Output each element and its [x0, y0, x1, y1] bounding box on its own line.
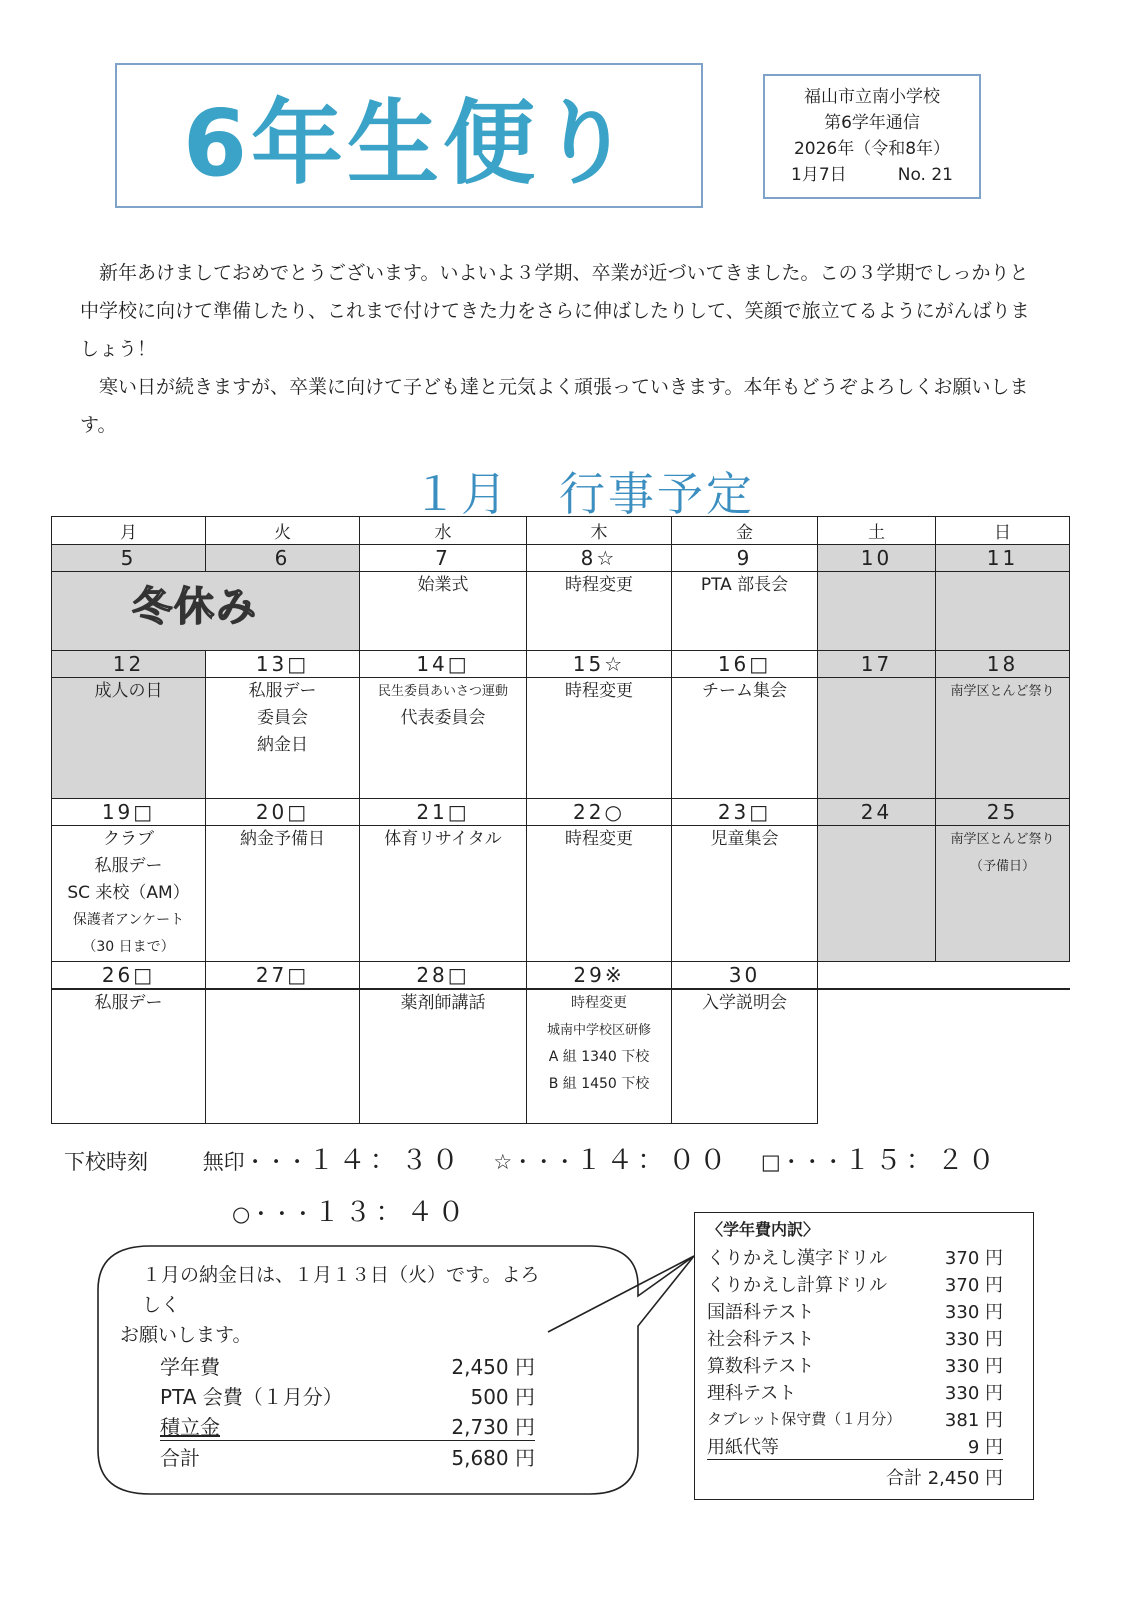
event-text: A 組 1340 下校 [548, 1049, 650, 1065]
date-cell: 15☆ [527, 651, 672, 678]
week-4-events [52, 989, 1070, 1123]
dismissal-none-time: １４：３０ [307, 1145, 463, 1176]
event-cell [818, 826, 936, 962]
event-text: 私服デー [248, 681, 317, 701]
empty-cell [936, 962, 1070, 990]
date-cell: 13□ [206, 651, 360, 678]
payment-amount: 5,680 円 [451, 1445, 535, 1470]
event-text: 成人の日 [94, 681, 163, 701]
date-cell: 12 [52, 651, 206, 678]
breakdown-total-label: 合計 [886, 1468, 922, 1489]
event-cell [206, 989, 360, 1123]
event-cell [527, 572, 672, 651]
date-cell: 26□ [52, 962, 206, 990]
calendar-title: １月 行事予定 [412, 467, 755, 521]
date-cell: 19□ [52, 799, 206, 826]
payment-row [160, 1410, 535, 1441]
event-text: 薬剤師講話 [400, 993, 486, 1013]
newsletter-title: 6年生便り [182, 89, 635, 197]
payment-message-line-2: お願いします。 [120, 1324, 252, 1346]
event-cell [936, 572, 1070, 651]
breakdown-row [707, 1351, 1003, 1378]
event-text: 納金予備日 [240, 829, 325, 849]
newsletter-year: 2026年（令和8年） [793, 139, 951, 159]
breakdown-header: 〈学年費内訳〉 [707, 1220, 820, 1239]
breakdown-label: くりかえし計算ドリル [707, 1274, 887, 1296]
breakdown-amount: 9 円 [935, 1432, 1003, 1460]
date-cell: 9 [672, 545, 818, 572]
breakdown-total [707, 1464, 1003, 1490]
weekday-thu: 木 [527, 517, 672, 545]
event-text: SC 来校（AM） [67, 883, 190, 903]
payment-row [160, 1350, 535, 1380]
event-cell [360, 678, 527, 799]
event-cell [936, 826, 1070, 962]
date-cell: 18 [936, 651, 1070, 678]
date-cell: 8☆ [527, 545, 672, 572]
event-text: 保護者アンケート [72, 912, 185, 928]
dismissal-label: 下校時刻 [64, 1150, 148, 1174]
weekday-tue: 火 [206, 517, 360, 545]
event-cell [818, 572, 936, 651]
date-cell: 6 [206, 545, 360, 572]
event-cell [52, 826, 206, 962]
date-cell: 16□ [672, 651, 818, 678]
payment-amount: 2,730 円 [417, 1410, 535, 1441]
payment-label: 合計 [160, 1445, 200, 1470]
event-text: 城南中学校区研修 [546, 1023, 651, 1038]
weekday-header-row [52, 517, 1070, 545]
event-cell [818, 678, 936, 799]
event-text: 納金日 [257, 735, 308, 755]
weekday-wed: 水 [360, 517, 527, 545]
event-text: 時程変更 [565, 681, 633, 701]
event-text: 時程変更 [565, 829, 633, 849]
event-text: 児童集会 [710, 829, 779, 849]
week-2-dates [52, 651, 1070, 678]
event-cell [360, 572, 527, 651]
date-number-line [765, 162, 979, 188]
breakdown-label: 用紙代等 [707, 1432, 935, 1460]
weekday-sat: 土 [818, 517, 936, 545]
school-name: 福山市立南小学校 [804, 87, 940, 107]
date-cell: 10 [818, 545, 936, 572]
week-1-dates [52, 545, 1070, 572]
event-text: 入学説明会 [702, 993, 787, 1013]
date-cell: 24 [818, 799, 936, 826]
breakdown-label: 社会科テスト [707, 1328, 815, 1350]
week-4-dates [52, 962, 1070, 990]
dismissal-times [64, 1138, 1023, 1177]
breakdown-label: 算数科テスト [707, 1355, 815, 1377]
week-2-events [52, 678, 1070, 799]
payment-row [160, 1380, 535, 1410]
breakdown-row [707, 1324, 1003, 1351]
event-text: PTA 部長会 [700, 575, 789, 595]
payment-amount: 500 円 [470, 1384, 535, 1409]
breakdown-amount: 330 円 [944, 1355, 1003, 1377]
intro-paragraph-1: 新年あけましておめでとうございます。いよいよ３学期、卒業が近づいてきました。この３学期でしっかりと中学校に向けて準備したり、これまで付けてきた力をさらに伸ばしたりして、笑顔で旅立てるようにがんばりましょう！ [80, 262, 1030, 360]
week-3-dates [52, 799, 1070, 826]
breakdown-row [707, 1243, 1003, 1270]
date-cell: 28□ [360, 962, 527, 990]
event-text: 私服デー [94, 993, 163, 1013]
event-text: 委員会 [257, 708, 308, 728]
date-cell: 22○ [527, 799, 672, 826]
event-cell [527, 826, 672, 962]
payment-amount: 2,450 円 [451, 1354, 535, 1379]
intro-text [80, 254, 1040, 444]
event-text: 始業式 [417, 575, 469, 595]
empty-cell [818, 962, 936, 990]
empty-cell [936, 989, 1070, 1123]
date-cell: 20□ [206, 799, 360, 826]
dismissal-star-mark: ☆・・・ [493, 1150, 576, 1174]
intro-paragraph-2: 寒い日が続きますが、卒業に向けて子ども達と元気よく頑張っていきます。本年もどうぞよろしくお願いします。 [80, 376, 1029, 436]
breakdown-row [707, 1432, 1003, 1460]
payment-label: PTA 会費（１月分） [160, 1384, 343, 1409]
event-text: チーム集会 [702, 681, 787, 701]
dismissal-circle-mark: ○・・・ [232, 1202, 314, 1226]
event-text: 体育リサイタル [384, 829, 502, 849]
date-cell: 14□ [360, 651, 527, 678]
empty-cell [818, 989, 936, 1123]
event-text: 南学区とんど祭り [950, 684, 1055, 699]
payment-notice [120, 1260, 540, 1471]
week-1-events [52, 572, 1070, 651]
breakdown-amount: 330 円 [944, 1328, 1003, 1350]
event-cell [672, 989, 818, 1123]
event-cell [360, 989, 527, 1123]
event-text: 代表委員会 [400, 708, 486, 728]
event-calendar [51, 516, 1070, 1124]
payment-table [160, 1350, 535, 1471]
newsletter-info-box [763, 74, 981, 199]
breakdown-label: 国語科テスト [707, 1301, 815, 1323]
dismissal-circle-time: １３：４０ [313, 1197, 469, 1228]
payment-message-line-1: １月の納金日は、１月１３日（火）です。よろしく [142, 1264, 540, 1316]
event-text: 民生委員あいさつ運動 [377, 684, 508, 699]
event-cell [360, 826, 527, 962]
winter-break-label: 冬休み [132, 584, 258, 630]
date-cell: 25 [936, 799, 1070, 826]
event-cell [672, 826, 818, 962]
breakdown-table [707, 1243, 1003, 1460]
date-cell: 5 [52, 545, 206, 572]
event-text: 私服デー [94, 856, 163, 876]
breakdown-label: タブレット保守費（１月分） [707, 1410, 902, 1428]
breakdown-label: くりかえし漢字ドリル [707, 1247, 887, 1269]
weekday-fri: 金 [672, 517, 818, 545]
payment-label: 学年費 [160, 1354, 220, 1379]
event-cell [206, 678, 360, 799]
fee-breakdown-box [694, 1212, 1034, 1500]
event-cell [672, 678, 818, 799]
breakdown-amount: 370 円 [944, 1247, 1003, 1269]
breakdown-row [707, 1297, 1003, 1324]
breakdown-label: 理科テスト [707, 1382, 797, 1404]
breakdown-row [707, 1378, 1003, 1405]
date-cell: 29※ [527, 962, 672, 990]
newsletter-name: 第6学年通信 [824, 113, 920, 133]
event-text: （予備日） [969, 859, 1035, 874]
event-text: 南学区とんど祭り [950, 832, 1055, 847]
breakdown-amount: 330 円 [944, 1382, 1003, 1404]
event-cell [527, 678, 672, 799]
date-cell: 27□ [206, 962, 360, 990]
event-text: （30 日まで） [82, 939, 175, 955]
issue-number: No. 21 [897, 165, 953, 185]
breakdown-row [707, 1405, 1003, 1432]
date-cell: 11 [936, 545, 1070, 572]
title-box [115, 63, 703, 208]
event-text: B 組 1450 下校 [548, 1076, 650, 1092]
event-cell [672, 572, 818, 651]
payment-label: 積立金 [160, 1410, 417, 1441]
payment-message [120, 1260, 540, 1350]
weekday-sun: 日 [936, 517, 1070, 545]
breakdown-amount: 381 円 [944, 1409, 1003, 1431]
weekday-mon: 月 [52, 517, 206, 545]
date-cell: 30 [672, 962, 818, 990]
breakdown-row [707, 1270, 1003, 1297]
event-text: 時程変更 [571, 995, 627, 1011]
dismissal-none-mark: 無印・・・ [202, 1150, 308, 1174]
event-text: 時程変更 [565, 575, 633, 595]
event-cell [936, 678, 1070, 799]
breakdown-amount: 370 円 [944, 1274, 1003, 1296]
issue-date: 1月7日 [791, 165, 847, 185]
winter-break-cell [52, 572, 360, 651]
event-cell [52, 989, 206, 1123]
payment-total-row [160, 1441, 535, 1472]
week-3-events [52, 826, 1070, 962]
date-cell: 7 [360, 545, 527, 572]
event-cell [52, 678, 206, 799]
date-cell: 17 [818, 651, 936, 678]
event-text: クラブ [103, 829, 154, 849]
dismissal-square-time: １５：２０ [843, 1145, 999, 1176]
breakdown-amount: 330 円 [944, 1301, 1003, 1323]
event-cell [206, 826, 360, 962]
breakdown-total-amount: 2,450 円 [927, 1468, 1003, 1489]
event-cell [527, 989, 672, 1123]
date-cell: 23□ [672, 799, 818, 826]
date-cell: 21□ [360, 799, 527, 826]
dismissal-star-time: １４：００ [575, 1145, 731, 1176]
dismissal-square-mark: □・・・ [760, 1150, 844, 1174]
